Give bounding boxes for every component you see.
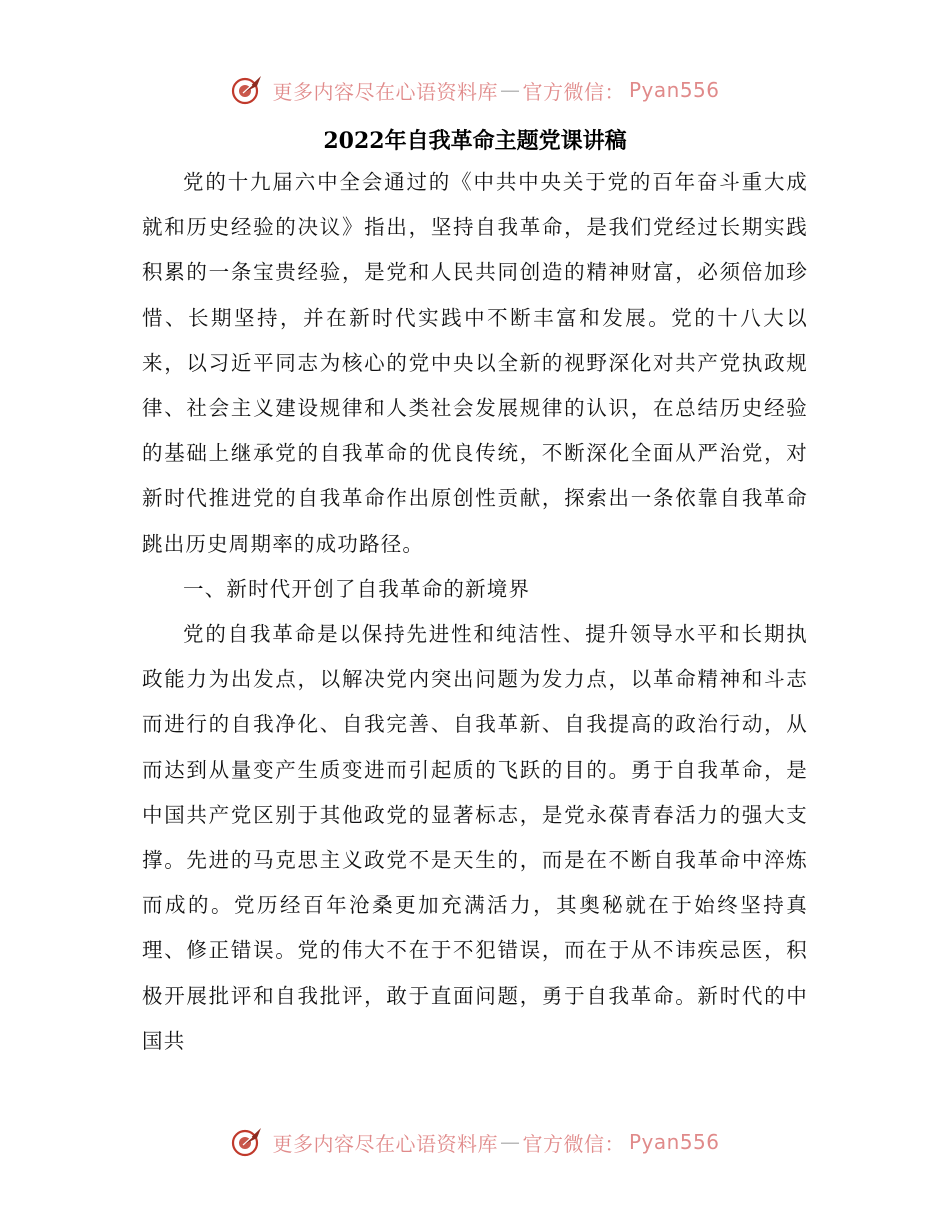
quill-pen-logo-icon [230,1125,264,1159]
footer-watermark-banner [0,1122,950,1162]
section-heading-1: 一、新时代开创了自我革命的新境界 [183,576,531,601]
document-body [142,160,808,1064]
quill-pen-logo-icon [230,73,264,107]
document-title: 2022年自我革命主题党课讲稿 [323,128,627,154]
header-watermark-banner [0,70,950,110]
banner-official-label: 官方微信： [522,1131,625,1156]
paragraph-section-1: 党的自我革命是以保持先进性和纯洁性、提升领导水平和长期执政能力为出发点，以解决党内突出问题为发力点，以革命精神和斗志而进行的自我净化、自我完善、自我革新、自我提高的政治行动，从而达到从量变产生质变进而引起质的飞跃的目的。勇于自我革命，是中国共产党区别于其他政党的显著标志，是党永葆青春活力的强大支撑。先进的马克思主义政党不是天生的，而是在不断自我革命中淬炼而成的。党历经百年沧桑更加充满活力，其奥秘就在于始终坚持真理、修正错误。党的伟大不在于不犯错误，而在于从不讳疾忌医，积极开展批评和自我批评，敢于直面问题，勇于自我革命。新时代的中国共 [142,622,808,1053]
banner-official-label: 官方微信： [522,79,625,104]
paragraph-intro: 党的十九届六中全会通过的《中共中央关于党的百年奋斗重大成就和历史经验的决议》指出，坚持自我革命，是我们党经过长期实践积累的一条宝贵经验，是党和人民共同创造的精神财富，必须倍加珍惜、长期坚持，并在新时代实践中不断丰富和发展。党的十八大以来，以习近平同志为核心的党中央以全新的视野深化对共产党执政规律、社会主义建设规律和人类社会发展规律的认识，在总结历史经验的基础上继承党的自我革命的优良传统，不断深化全面从严治党，对新时代推进党的自我革命作出原创性贡献，探索出一条依靠自我革命跳出历史周期率的成功路径。 [142,170,808,556]
banner-wechat-id: Pyan556 [628,1130,720,1154]
banner-slogan: 更多内容尽在心语资料库 [272,1131,498,1156]
banner-dash: — [499,1130,521,1154]
banner-dash: — [499,78,521,102]
banner-slogan: 更多内容尽在心语资料库 [272,79,498,104]
banner-wechat-id: Pyan556 [628,78,720,102]
